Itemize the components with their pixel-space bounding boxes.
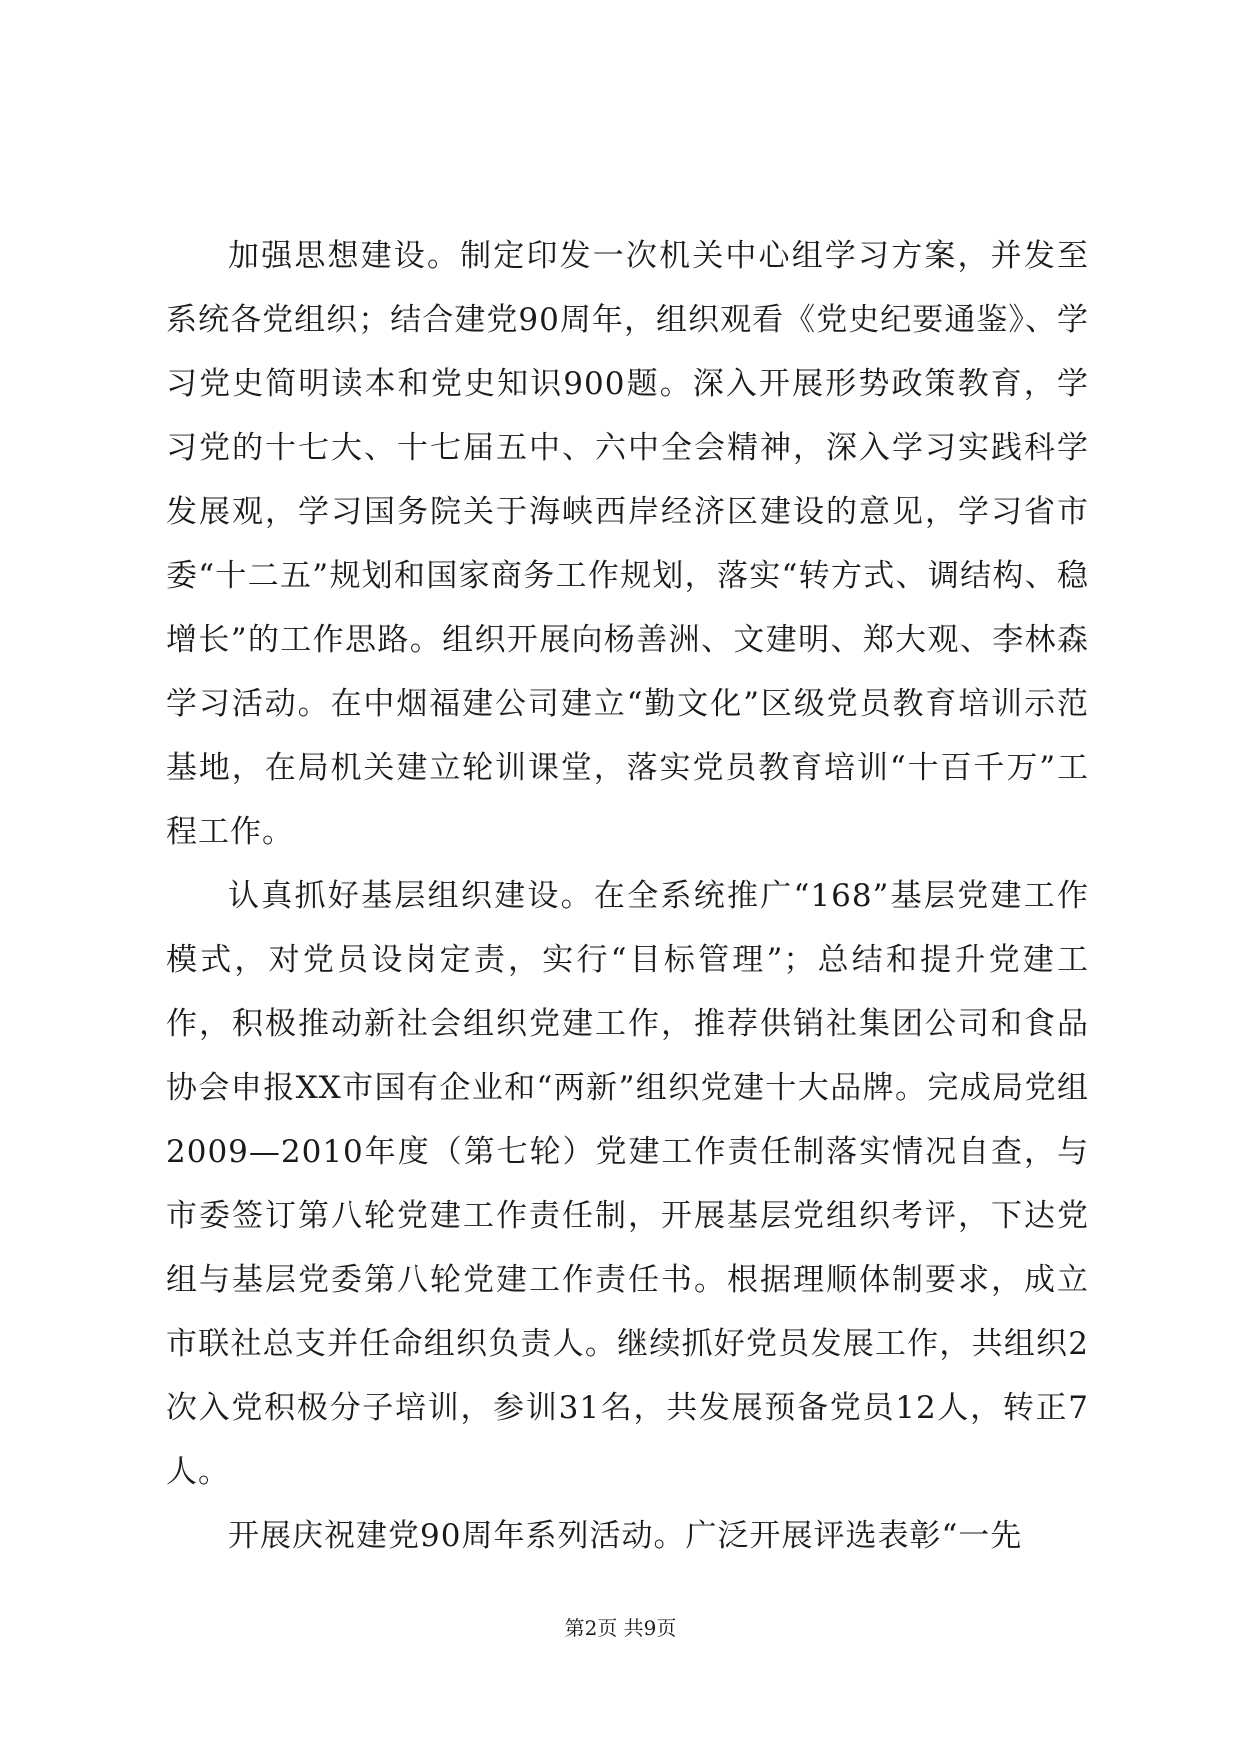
document-body [166, 224, 1089, 1568]
paragraph-grassroots-organization: 认真抓好基层组织建设。在全系统推广“168”基层党建工作模式，对党员设岗定责，实行“目标管理”；总结和提升党建工作，积极推动新社会组织党建工作，推荐供销社集团公司和食品协会申报XX市国有企业和“两新”组织党建十大品牌。完成局党组2009—2010年度（第七轮）党建工作责任制落实情况自查，与市委签订第八轮党建工作责任制，开展基层党组织考评，下达党组与基层党委第八轮党建工作责任书。根据理顺体制要求，成立市联社总支并任命组织负责人。继续抓好党员发展工作，共组织2次入党积极分子培训，参训31名，共发展预备党员12人，转正7人。 [166, 878, 1089, 1490]
page-footer: 第2页 共9页 [564, 1616, 677, 1640]
paragraph-ideological-building: 加强思想建设。制定印发一次机关中心组学习方案，并发至系统各党组织；结合建党90周年，组织观看《党史纪要通鉴》、学习党史简明读本和党史知识900题。深入开展形势政策教育，学习党的十七大、十七届五中、六中全会精神，深入学习实践科学发展观，学习国务院关于海峡西岸经济区建设的意见，学习省市委“十二五”规划和国家商务工作规划，落实“转方式、调结构、稳增长”的工作思路。组织开展向杨善洲、文建明、郑大观、李林森学习活动。在中烟福建公司建立“勤文化”区级党员教育培训示范基地，在局机关建立轮训课堂，落实党员教育培训“十百千万”工程工作。 [166, 238, 1089, 850]
paragraph-90th-anniversary: 开展庆祝建党90周年系列活动。广泛开展评选表彰“一先 [228, 1518, 1023, 1554]
